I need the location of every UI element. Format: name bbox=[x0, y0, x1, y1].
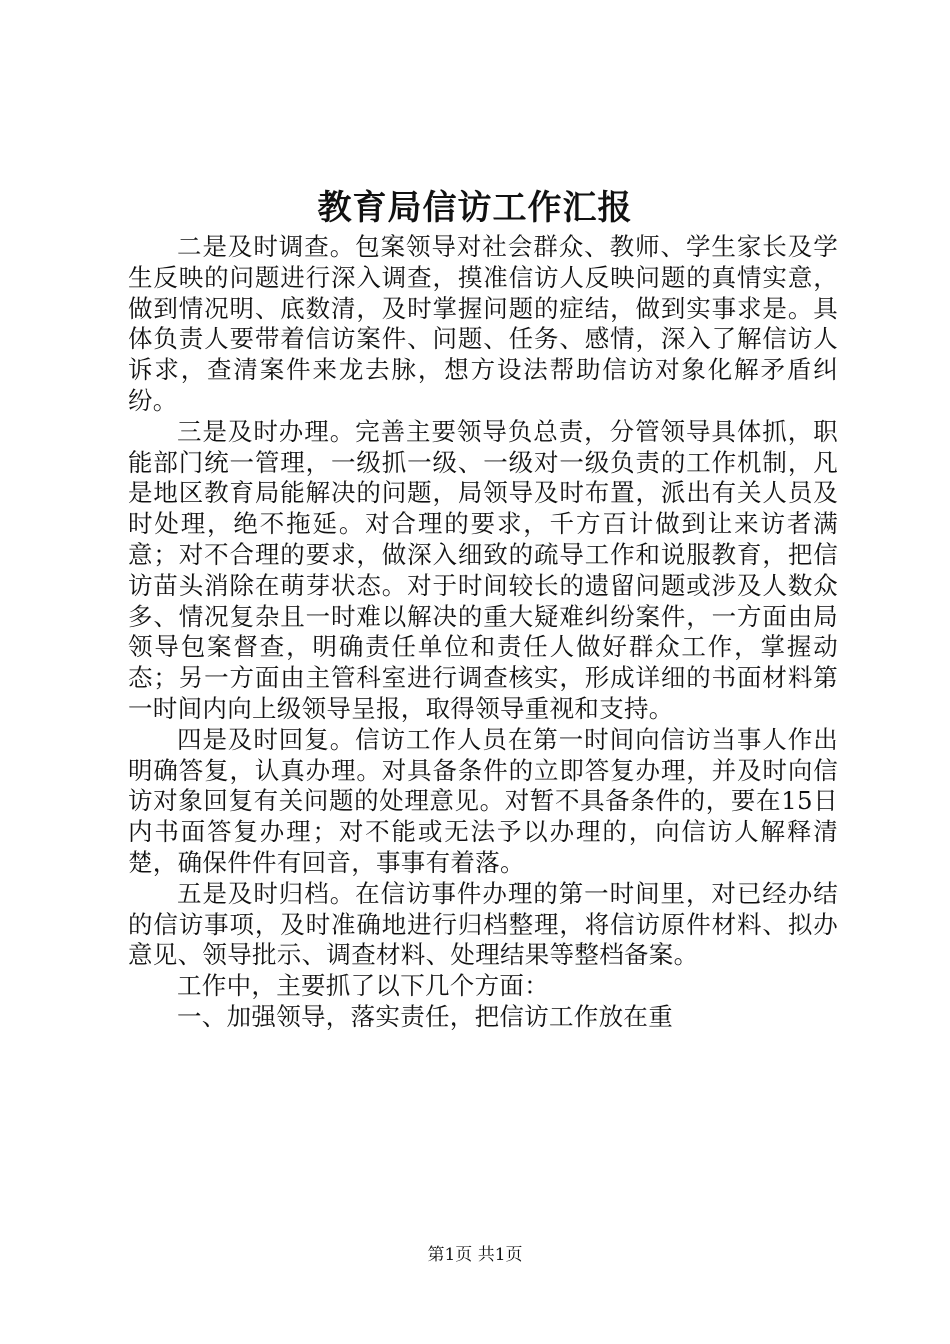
paragraph-work-aspects: 工作中，主要抓了以下几个方面： bbox=[177, 971, 549, 1001]
page-footer: 第1页 共1页 bbox=[427, 1245, 523, 1265]
paragraph-investigation: 二是及时调查。包案领导对社会群众、教师、学生家长及学生反映的问题进行深入调查，摸准信访人反映问题的真情实意，做到情况明、底数清，及时掌握问题的症结，做到实事求是。具体负责人要带着信访案件、问题、任务、感情，深入了解信访人诉求，查清案件来龙去脉，想方设法帮助信访对象化解矛盾纠纷。 bbox=[128, 232, 838, 415]
paragraph-reply: 四是及时回复。信访工作人员在第一时间向信访当事人作出明确答复，认真办理。对具备条件的立即答复办理，并及时向信访对象回复有关问题的处理意见。对暂不具备条件的，要在15日内书面答复办理；对不能或无法予以办理的，向信访人解释清楚，确保件件有回音，事事有着落。 bbox=[128, 724, 838, 877]
paragraph-handling: 三是及时办理。完善主要领导负总责，分管领导具体抓，职能部门统一管理，一级抓一级、一级对一级负责的工作机制，凡是地区教育局能解决的问题，局领导及时布置，派出有关人员及时处理，绝不拖延。对合理的要求，千方百计做到让来访者满意；对不合理的要求，做深入细致的疏导工作和说服教育，把信访苗头消除在萌芽状态。对于时间较长的遗留问题或涉及人数众多、情况复杂且一时难以解决的重大疑难纠纷案件，一方面由局领导包案督查，明确责任单位和责任人做好群众工作，掌握动态；另一方面由主管科室进行调查核实，形成详细的书面材料第一时间内向上级领导呈报，取得领导重视和支持。 bbox=[128, 416, 838, 723]
document-title: 教育局信访工作汇报 bbox=[317, 188, 633, 228]
paragraph-section-one: 一、加强领导，落实责任，把信访工作放在重 bbox=[177, 1001, 673, 1031]
document-body bbox=[128, 232, 838, 1033]
paragraph-archiving: 五是及时归档。在信访事件办理的第一时间里，对已经办结的信访事项，及时准确地进行归档整理，将信访原件材料、拟办意见、领导批示、调查材料、处理结果等整档备案。 bbox=[128, 878, 838, 970]
